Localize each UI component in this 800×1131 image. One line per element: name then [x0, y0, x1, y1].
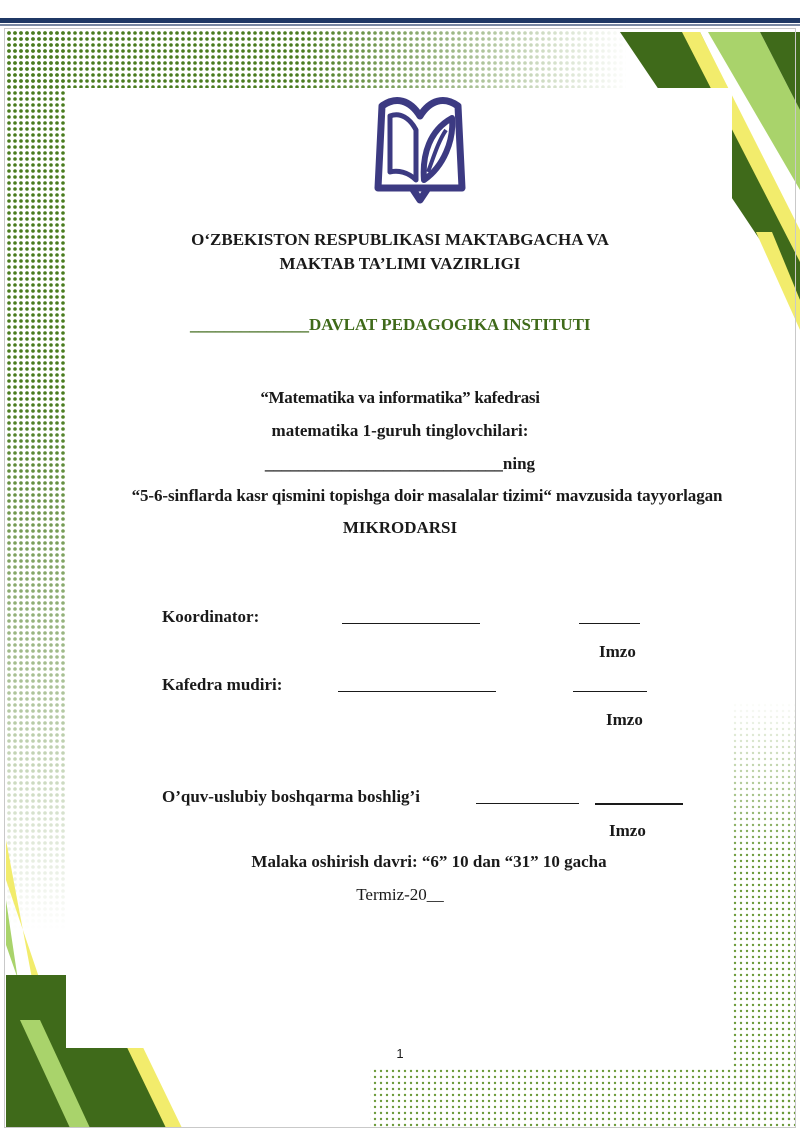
- coordinator-signature-label: Imzo: [599, 642, 636, 661]
- coordinator-signature-blank: [579, 623, 640, 624]
- group-line: matematika 1-guruh tinglovchilari:: [271, 421, 529, 440]
- institute-name: DAVLAT PEDAGOGIKA INSTITUTI: [309, 315, 591, 334]
- page-number: 1: [396, 1046, 404, 1061]
- methodology-signature-blank: [595, 803, 683, 805]
- methodology-signature-label: Imzo: [609, 821, 646, 840]
- institute-title: [190, 315, 591, 335]
- department-line: “Matematika va informatika” kafedrasi: [260, 388, 540, 407]
- book-leaf-logo-icon: [372, 92, 468, 206]
- author-line: ____________________________ning: [264, 454, 536, 473]
- head-signature-label: Imzo: [606, 710, 643, 729]
- institute-blank: ______________: [190, 315, 309, 334]
- topic-line: “5-6-sinflarda kasr qismini topishga doir masalalar tizimi“ mavzusida tayyorlagan: [131, 486, 723, 505]
- coordinator-name-blank: [342, 623, 480, 624]
- place-year: Termiz-20__: [356, 885, 444, 904]
- head-label: Kafedra mudiri:: [162, 675, 283, 694]
- head-signature-blank: [573, 691, 647, 692]
- coordinator-label: Koordinator:: [162, 607, 260, 626]
- training-period: Malaka oshirish davri: “6” 10 dan “31” 10 gacha: [251, 852, 607, 871]
- ministry-title-line2: MAKTAB TA’LIMI VAZIRLIGI: [279, 254, 521, 273]
- methodology-name-blank: [476, 803, 579, 804]
- methodology-label: O’quv-uslubiy boshqarma boshlig’i: [162, 787, 420, 806]
- work-type: MIKRODARSI: [342, 518, 458, 537]
- ministry-title-line1: O‘ZBEKISTON RESPUBLIKASI MAKTABGACHA VA: [191, 230, 609, 249]
- head-name-blank: [338, 691, 496, 692]
